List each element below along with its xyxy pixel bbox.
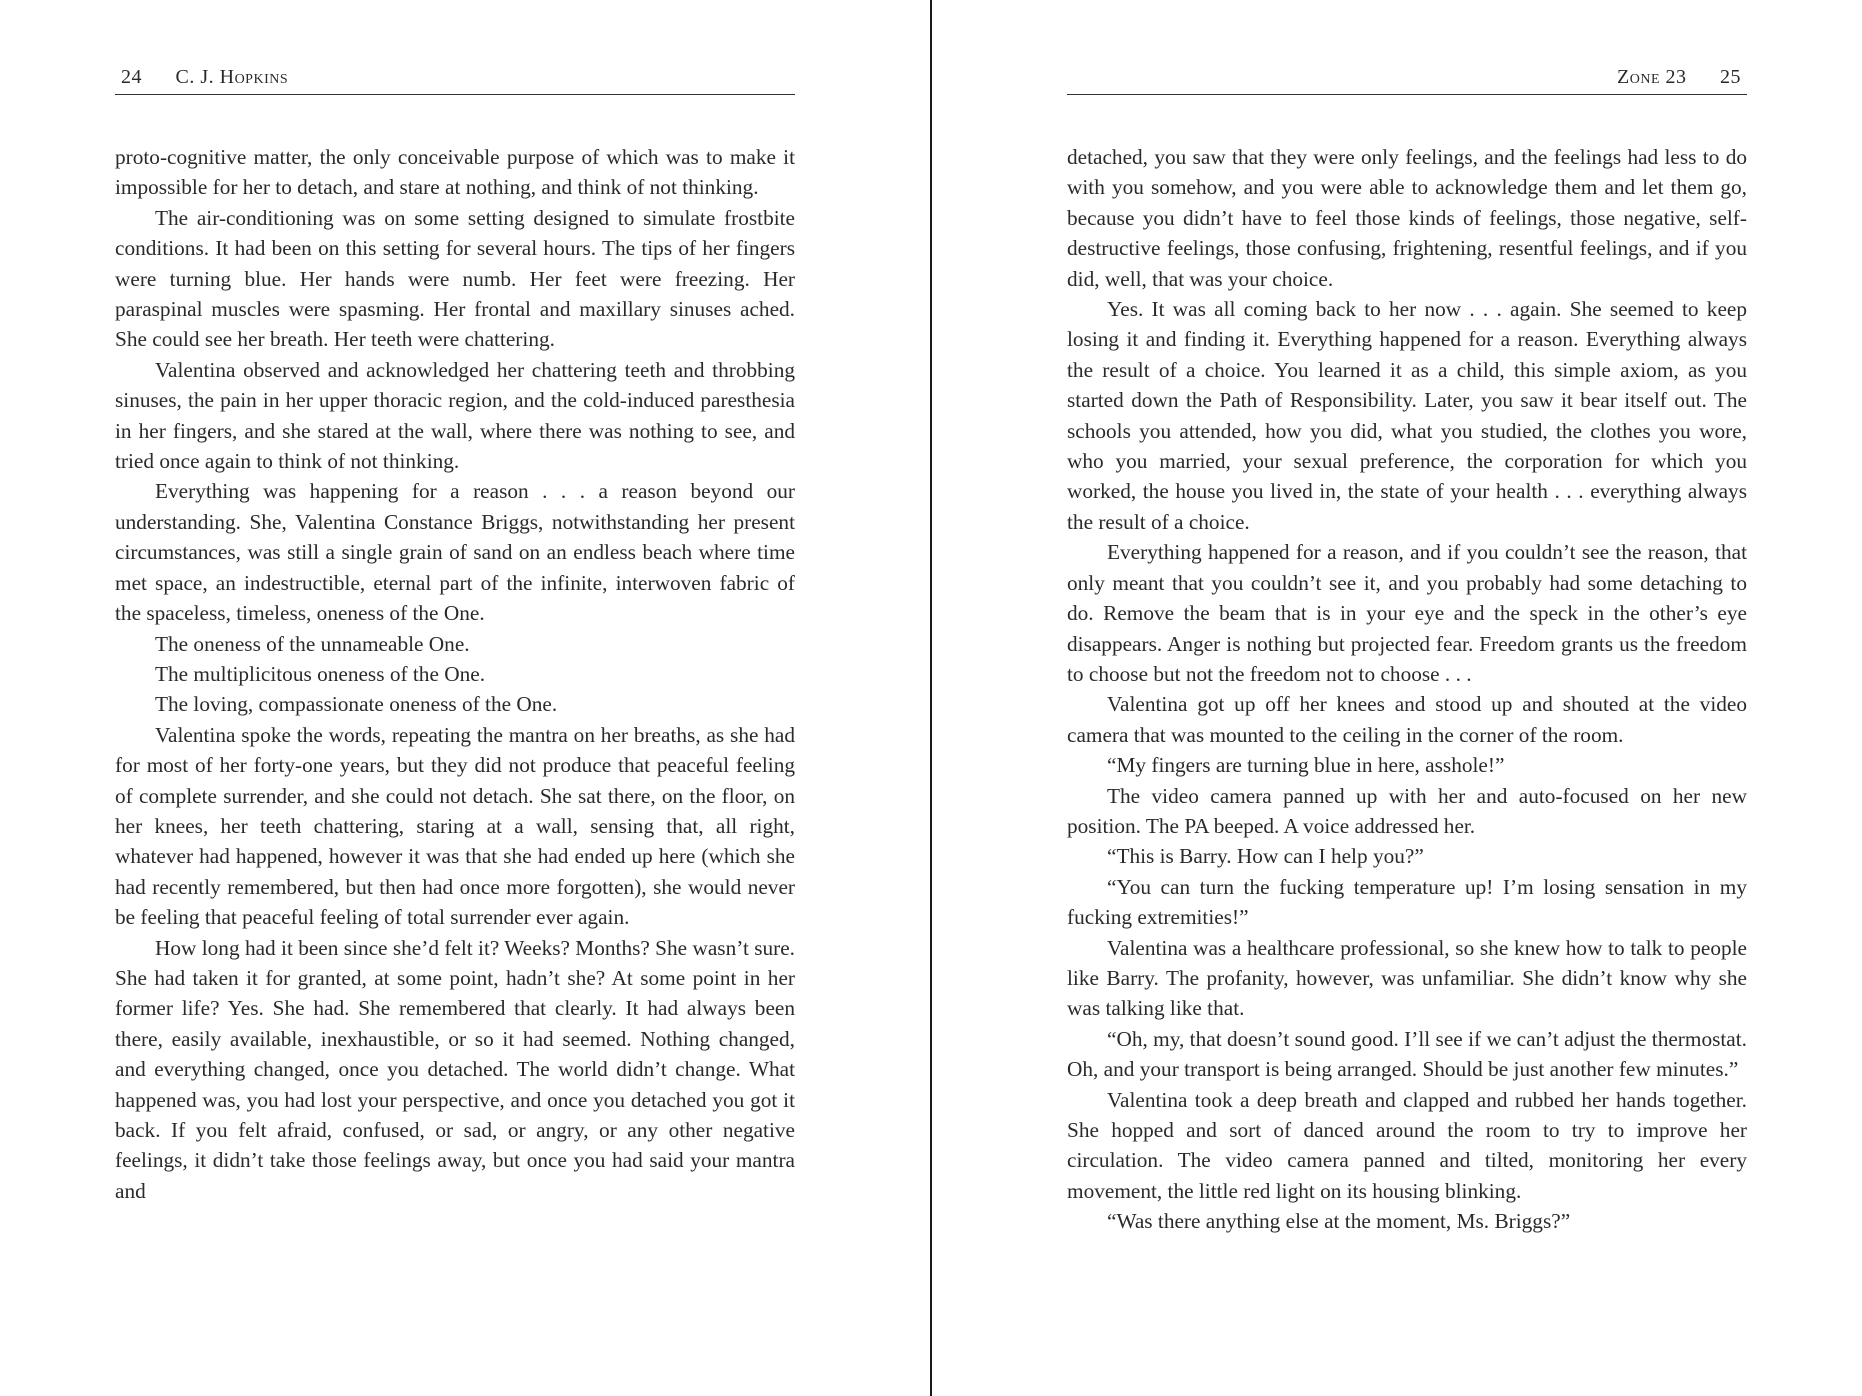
paragraph: Valentina was a healthcare professional, so she knew how to talk to people like Barry. The profanity, however, was unfamiliar. She didn’t know why she was talking like that. bbox=[1067, 935, 1747, 1021]
paragraph: Yes. It was all coming back to her now . . . again. She seemed to keep losing it and finding it. Everything happened for a reason. Everything always the result of a choice. You learned it as a child, this simple axiom, as you started down the Path of Responsibility. Later, you saw it bear itself out. The schools you attended, how you did, what you studied, the clothes you wore, who you married, your sexual preference, the corporation for which you worked, the house you lived in, the state of your health . . . everything always the result of a choice. bbox=[1067, 297, 1747, 534]
paragraph: Valentina observed and acknowledged her chattering teeth and throbbing sinuses, the pain in her upper thoracic region, and the cold-induced paresthesia in her fingers, and she stared at the wall, where there was nothing to see, and tried once again to think of not thinking. bbox=[115, 357, 795, 474]
left-page-number: 24 bbox=[121, 66, 142, 88]
left-page bbox=[0, 0, 930, 1396]
right-page-number: 25 bbox=[1720, 66, 1741, 88]
right-running-head: Zone 23 bbox=[1617, 66, 1687, 88]
paragraph: “You can turn the fucking temperature up! I’m losing sensation in my fucking extremities!” bbox=[1067, 874, 1747, 930]
paragraph: Valentina spoke the words, repeating the mantra on her breaths, as she had for most of her forty-one years, but they did not produce that peaceful feeling of complete surrender, and she could not detach. She sat there, on the floor, on her knees, her teeth chattering, staring at a wall, sensing that, all right, whatever had happened, however it was that she had ended up here (which she had recently remembered, but then had once more forgotten), she would never be feeling that peaceful feeling of total surrender ever again. bbox=[115, 722, 795, 930]
paragraph: “Oh, my, that doesn’t sound good. I’ll see if we can’t adjust the thermostat. Oh, and your transport is being arranged. Should be just another few minutes.” bbox=[1067, 1026, 1747, 1082]
paragraph: The video camera panned up with her and auto-focused on her new position. The PA beeped. A voice addressed her. bbox=[1067, 783, 1747, 838]
paragraph: Valentina got up off her knees and stood up and shouted at the video camera that was mounted to the ceiling in the corner of the room. bbox=[1067, 692, 1747, 747]
paragraph: The loving, compassionate oneness of the One. bbox=[155, 692, 558, 717]
paragraph: Everything happened for a reason, and if you couldn’t see the reason, that only meant that you couldn’t see it, and you probably had some detaching to do. Remove the beam that is in your eye and the speck in the other’s eye disappears. Anger is nothing but projected fear. Freedom grants us the freedom to choose but not the freedom not to choose . . . bbox=[1067, 540, 1747, 686]
paragraph: Everything was happening for a reason . . . a reason beyond our understanding. She, Valentina Constance Briggs, notwithstanding her present circumstances, was still a single grain of sand on an endless beach where time met space, an indestructible, eternal part of the infinite, interwoven fabric of the spaceless, timeless, oneness of the One. bbox=[115, 479, 795, 626]
left-running-head: C. J. Hopkins bbox=[175, 66, 289, 88]
paragraph: How long had it been since she’d felt it? Weeks? Months? She wasn’t sure. She had taken it for granted, at some point, hadn’t she? At some point in her former life? Yes. She had. She remembered that clearly. It had always been there, easily available, inexhaustible, or so it had seemed. Nothing changed, and everything changed, once you detached. The world didn’t change. What happened was, you had lost your perspective, and once you detached you got it back. If you felt afraid, confused, or sad, or angry, or any other negative feelings, it didn’t take those feelings away, but once you had said your mantra and bbox=[115, 935, 795, 1203]
left-page-header bbox=[115, 60, 795, 95]
left-page-body bbox=[115, 142, 795, 1206]
paragraph: Valentina took a deep breath and clapped and rubbed her hands together. She hopped and sort of danced around the room to try to improve her circulation. The video camera panned and tilted, monitoring her every movement, the little red light on its housing blinking. bbox=[1067, 1087, 1747, 1203]
paragraph: detached, you saw that they were only feelings, and the feelings had less to do with you somehow, and you were able to acknowledge them and let them go, because you didn’t have to feel those kinds of feelings, those negative, self-destructive feelings, those confusing, frightening, resentful feelings, and if you did, well, that was your choice. bbox=[1067, 145, 1747, 291]
right-page-body bbox=[1067, 142, 1747, 1237]
paragraph: The multiplicitous oneness of the One. bbox=[155, 661, 486, 686]
right-page-header bbox=[1067, 60, 1747, 95]
paragraph: The air-conditioning was on some setting designed to simulate frostbite conditions. It had been on this setting for several hours. The tips of her fingers were turning blue. Her hands were numb. Her feet were freezing. Her paraspinal muscles were spasming. Her frontal and maxillary sinuses ached. She could see her breath. Her teeth were chattering. bbox=[115, 205, 795, 352]
paragraph: “My fingers are turning blue in here, asshole!” bbox=[1107, 753, 1505, 778]
paragraph: proto-cognitive matter, the only conceivable purpose of which was to make it impossible for her to detach, and stare at nothing, and think of not thinking. bbox=[115, 145, 795, 200]
paragraph: “This is Barry. How can I help you?” bbox=[1107, 844, 1424, 869]
paragraph: The oneness of the unnameable One. bbox=[155, 631, 470, 656]
paragraph: “Was there anything else at the moment, Ms. Briggs?” bbox=[1107, 1209, 1571, 1234]
right-page bbox=[932, 0, 1862, 1396]
